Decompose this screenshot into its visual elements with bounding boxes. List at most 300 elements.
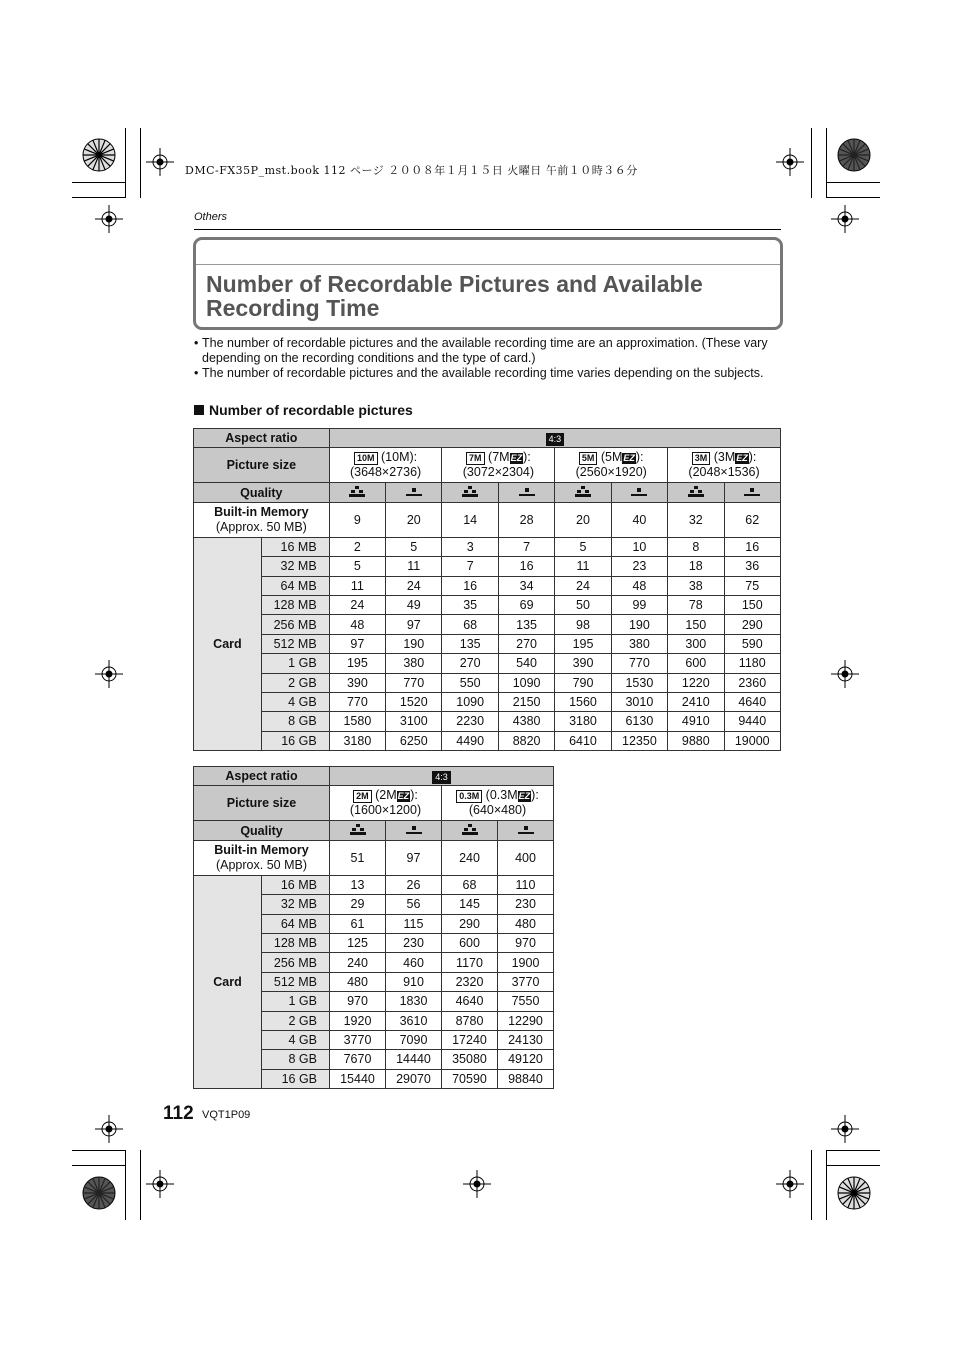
table-cell: 230 [386, 933, 442, 952]
table-cell: 115 [386, 914, 442, 933]
picture-size-resolution: (1600×1200) [349, 803, 422, 818]
table-cell: 2 [329, 537, 385, 556]
table-cell: 1180 [724, 654, 781, 673]
table-cell: 36 [724, 557, 781, 576]
table-cell: 7090 [386, 1030, 442, 1049]
table-cell: 97 [386, 615, 442, 634]
picture-size-label-text: (7M [484, 450, 510, 465]
picture-size-resolution: (3072×2304) [462, 465, 535, 480]
table-cell: 38 [668, 576, 724, 595]
table-cell: 1920 [330, 1011, 386, 1030]
table-cell: 195 [329, 654, 385, 673]
table-cell: 16 [724, 537, 781, 556]
table-cell: 270 [498, 634, 554, 653]
table-cell: 29070 [386, 1069, 442, 1088]
table-cell: 9440 [724, 712, 781, 731]
picture-size-icon: 7M [466, 452, 485, 465]
quality-cell [498, 483, 554, 502]
table-cell: 49120 [498, 1050, 554, 1069]
picture-size-name [442, 788, 553, 803]
table-cell: 590 [724, 634, 781, 653]
table-cell: 3770 [498, 972, 554, 991]
table-cell: 1530 [611, 673, 667, 692]
table-cell: 69 [498, 595, 554, 614]
table-cell: 190 [611, 615, 667, 634]
color-target-icon [837, 1176, 871, 1210]
picture-size-cell [668, 448, 781, 483]
table-cell: 35 [442, 595, 498, 614]
table-row [194, 557, 781, 576]
table-cell: 1520 [386, 692, 442, 711]
standard-quality-icon [518, 824, 534, 838]
registration-mark-icon [146, 148, 174, 176]
card-capacity: 32 MB [262, 895, 330, 914]
standard-quality-icon [744, 486, 760, 500]
table-cell: 5 [555, 537, 611, 556]
card-label: Card [194, 537, 262, 750]
card-capacity: 1 GB [261, 654, 329, 673]
picture-size-label: Picture size [194, 786, 330, 821]
table-cell: 550 [442, 673, 498, 692]
table-cell: 145 [442, 895, 498, 914]
table-cell: 49 [386, 595, 442, 614]
standard-quality-icon [631, 486, 647, 500]
registration-mark-icon [776, 148, 804, 176]
registration-mark-icon [95, 205, 123, 233]
registration-mark-icon [776, 1170, 804, 1198]
quality-cell [555, 483, 611, 502]
card-capacity: 128 MB [261, 595, 329, 614]
table-cell: 48 [329, 615, 385, 634]
table-cell: 8 [668, 537, 724, 556]
table-cell: 7670 [330, 1050, 386, 1069]
table-cell: 98840 [498, 1069, 554, 1088]
table-cell: 6250 [386, 731, 442, 750]
picture-size-row [194, 786, 554, 821]
table-cell: 1580 [329, 712, 385, 731]
table-cell: 150 [668, 615, 724, 634]
picture-size-cell [330, 786, 442, 821]
aspect-ratio-row [194, 767, 554, 786]
card-capacity: 2 GB [261, 673, 329, 692]
builtin-memory-title: Built-in Memory [214, 842, 309, 857]
card-capacity: 64 MB [261, 576, 329, 595]
table-cell: 29 [330, 895, 386, 914]
title-box-divider [196, 264, 780, 265]
picture-size-cell [329, 448, 442, 483]
table-cell: 11 [329, 576, 385, 595]
table-cell: 3180 [555, 712, 611, 731]
table-cell: 12350 [611, 731, 667, 750]
table-cell: 34 [498, 576, 554, 595]
table-row [194, 595, 781, 614]
card-capacity: 16 GB [262, 1069, 330, 1088]
fine-quality-icon [350, 824, 366, 838]
table-cell: 40 [611, 502, 667, 537]
table-cell: 240 [442, 840, 498, 875]
title-box [193, 237, 783, 330]
table-cell: 98 [555, 615, 611, 634]
table-cell: 78 [668, 595, 724, 614]
table-cell: 3100 [386, 712, 442, 731]
table-cell: 68 [442, 615, 498, 634]
note-text: The number of recordable pictures and the available recording time varies depending on the subjects. [202, 366, 764, 380]
quality-cell [442, 483, 498, 502]
table-cell: 2150 [498, 692, 554, 711]
aspect-ratio-label: Aspect ratio [194, 429, 330, 448]
table-cell: 600 [442, 933, 498, 952]
table-cell: 24 [555, 576, 611, 595]
table-cell: 790 [555, 673, 611, 692]
table-cell: 1090 [442, 692, 498, 711]
table-cell: 18 [668, 557, 724, 576]
fine-quality-icon [688, 486, 704, 500]
registration-mark-icon [146, 1170, 174, 1198]
builtin-memory-capacity: (Approx. 50 MB) [215, 519, 307, 534]
table-cell: 1170 [442, 953, 498, 972]
table-cell: 480 [330, 972, 386, 991]
picture-size-label-text: (5M [597, 450, 623, 465]
sub-heading [194, 402, 413, 418]
aspect-ratio-label: Aspect ratio [194, 767, 330, 786]
card-capacity: 512 MB [262, 972, 330, 991]
table-cell: 3770 [330, 1030, 386, 1049]
table-cell: 135 [442, 634, 498, 653]
table-cell: 1220 [668, 673, 724, 692]
quality-cell [724, 483, 781, 502]
table-cell: 6410 [555, 731, 611, 750]
card-capacity: 32 MB [261, 557, 329, 576]
table-cell: 68 [442, 875, 498, 894]
picture-size-label-text: (10M): [377, 450, 418, 465]
aspect-ratio-badge: 4:3 [546, 433, 565, 446]
table-cell: 390 [329, 673, 385, 692]
picture-size-colon: ): [748, 450, 757, 465]
picture-size-name [330, 450, 442, 465]
table-cell: 97 [329, 634, 385, 653]
table-cell: 270 [442, 654, 498, 673]
table-cell: 1830 [386, 992, 442, 1011]
table-cell: 125 [330, 933, 386, 952]
extended-zoom-icon: EZ [736, 452, 748, 463]
note-item: • The number of recordable pictures and the available recording time are an approximation. (These vary depending on the recording conditions and the type of card.) [194, 336, 784, 366]
table-cell: 20 [386, 502, 442, 537]
card-capacity: 2 GB [262, 1011, 330, 1030]
table-cell: 4380 [498, 712, 554, 731]
quality-cell [442, 821, 498, 840]
page-code: VQT1P09 [202, 1109, 251, 1121]
picture-size-resolution: (2560×1920) [575, 465, 647, 480]
table-cell: 97 [386, 840, 442, 875]
quality-cell [386, 483, 442, 502]
aspect-ratio-value [330, 767, 554, 786]
table-cell: 480 [498, 914, 554, 933]
picture-size-label: Picture size [194, 448, 330, 483]
quality-cell [498, 821, 554, 840]
table-cell: 190 [386, 634, 442, 653]
table-cell: 600 [668, 654, 724, 673]
table-cell: 14 [442, 502, 498, 537]
card-capacity: 1 GB [262, 992, 330, 1011]
builtin-memory-label [194, 840, 330, 875]
table-cell: 230 [498, 895, 554, 914]
picture-size-row [194, 448, 781, 483]
table-row [194, 692, 781, 711]
table-cell: 240 [330, 953, 386, 972]
table-cell: 99 [611, 595, 667, 614]
table-cell: 4640 [724, 692, 781, 711]
notes-list [194, 336, 784, 381]
builtin-memory-label [194, 502, 330, 537]
table-cell: 32 [668, 502, 724, 537]
fine-quality-icon [349, 486, 365, 500]
table-cell: 3010 [611, 692, 667, 711]
table-row [194, 712, 781, 731]
table-cell: 24130 [498, 1030, 554, 1049]
table-cell: 135 [498, 615, 554, 634]
table-cell: 4640 [442, 992, 498, 1011]
section-divider [194, 229, 781, 230]
page-title: Number of Recordable Pictures and Available Recording Time [206, 271, 703, 321]
print-header-line: DMC-FX35P_mst.book 112 ページ ２００８年１月１５日 火曜日 午前１０時３６分 [185, 164, 638, 177]
registration-mark-icon [95, 1115, 123, 1143]
picture-size-icon: 0.3M [456, 790, 482, 803]
table-cell: 11 [386, 557, 442, 576]
aspect-ratio-badge: 4:3 [432, 771, 451, 784]
table-cell: 23 [611, 557, 667, 576]
builtin-memory-title: Built-in Memory [214, 504, 309, 519]
fine-quality-icon [462, 824, 478, 838]
picture-size-resolution: (3648×2736) [349, 465, 422, 480]
picture-size-label-text: (2M [371, 788, 397, 803]
card-capacity: 64 MB [262, 914, 330, 933]
table-cell: 14440 [386, 1050, 442, 1069]
builtin-memory-capacity: (Approx. 50 MB) [215, 857, 307, 872]
registration-mark-icon [831, 205, 859, 233]
table-cell: 2410 [668, 692, 724, 711]
table-row [194, 673, 781, 692]
quality-cell [386, 821, 442, 840]
picture-size-label-text: (0.3M [482, 788, 518, 803]
table-cell: 10 [611, 537, 667, 556]
picture-size-name [668, 450, 780, 465]
table-cell: 6130 [611, 712, 667, 731]
table-cell: 16 [442, 576, 498, 595]
quality-row [194, 483, 781, 502]
card-capacity: 4 GB [262, 1030, 330, 1049]
aspect-ratio-value [329, 429, 780, 448]
table-row [194, 537, 781, 556]
picture-size-name [555, 450, 667, 465]
card-capacity: 256 MB [262, 953, 330, 972]
square-bullet-icon [194, 405, 204, 415]
picture-size-cell [555, 448, 668, 483]
table-cell: 2320 [442, 972, 498, 991]
card-capacity: 8 GB [261, 712, 329, 731]
table-cell: 3610 [386, 1011, 442, 1030]
fine-quality-icon [462, 486, 478, 500]
color-target-icon [82, 1176, 116, 1210]
picture-size-cell [442, 786, 554, 821]
table-cell: 17240 [442, 1030, 498, 1049]
table-cell: 20 [555, 502, 611, 537]
picture-size-colon: ): [531, 788, 539, 803]
picture-size-colon: ): [410, 788, 418, 803]
table-cell: 51 [330, 840, 386, 875]
table-cell: 400 [498, 840, 554, 875]
table-cell: 62 [724, 502, 781, 537]
table-cell: 770 [611, 654, 667, 673]
quality-cell [611, 483, 667, 502]
color-target-icon [82, 138, 116, 172]
table-cell: 5 [329, 557, 385, 576]
table-cell: 5 [386, 537, 442, 556]
page-number: 112 [163, 1103, 194, 1124]
table-cell: 70590 [442, 1069, 498, 1088]
table-cell: 8820 [498, 731, 554, 750]
table-cell: 61 [330, 914, 386, 933]
builtin-memory-row [194, 840, 554, 875]
section-label: Others [194, 211, 228, 223]
table-cell: 1560 [555, 692, 611, 711]
table-cell: 970 [498, 933, 554, 952]
registration-mark-icon [831, 660, 859, 688]
picture-size-colon: ): [635, 450, 644, 465]
table-cell: 150 [724, 595, 781, 614]
table-row [194, 875, 554, 894]
card-label: Card [194, 875, 262, 1088]
table-cell: 11 [555, 557, 611, 576]
table-cell: 8780 [442, 1011, 498, 1030]
table-cell: 16 [498, 557, 554, 576]
picture-size-name [330, 788, 441, 803]
quality-label: Quality [194, 483, 330, 502]
table-cell: 7 [498, 537, 554, 556]
table-cell: 3 [442, 537, 498, 556]
card-capacity: 16 MB [261, 537, 329, 556]
standard-quality-icon [406, 486, 422, 500]
table-row [194, 654, 781, 673]
recordable-pictures-table-2 [193, 766, 554, 1089]
card-capacity: 256 MB [261, 615, 329, 634]
table-cell: 380 [386, 654, 442, 673]
picture-size-icon: 10M [354, 452, 378, 465]
recordable-pictures-table-1 [193, 428, 781, 751]
table-cell: 910 [386, 972, 442, 991]
table-cell: 1090 [498, 673, 554, 692]
card-capacity: 512 MB [261, 634, 329, 653]
quality-label: Quality [194, 821, 330, 840]
table-cell: 7550 [498, 992, 554, 1011]
table-cell: 770 [329, 692, 385, 711]
card-capacity: 128 MB [262, 933, 330, 952]
table-cell: 9880 [668, 731, 724, 750]
picture-size-label-text: (3M [710, 450, 736, 465]
table-cell: 390 [555, 654, 611, 673]
table-cell: 35080 [442, 1050, 498, 1069]
table-cell: 56 [386, 895, 442, 914]
standard-quality-icon [406, 824, 422, 838]
picture-size-cell [442, 448, 555, 483]
table-cell: 290 [724, 615, 781, 634]
table-cell: 770 [386, 673, 442, 692]
table-cell: 2230 [442, 712, 498, 731]
table-cell: 28 [498, 502, 554, 537]
table-cell: 4910 [668, 712, 724, 731]
picture-size-icon: 5M [579, 452, 598, 465]
card-capacity: 16 GB [261, 731, 329, 750]
table-cell: 13 [330, 875, 386, 894]
table-cell: 300 [668, 634, 724, 653]
table-cell: 540 [498, 654, 554, 673]
note-text: The number of recordable pictures and the available recording time are an approximation. (These vary depending on the recording conditions and the type of card.) [202, 336, 768, 365]
table-row [194, 731, 781, 750]
quality-cell [329, 483, 385, 502]
color-target-icon [837, 138, 871, 172]
table-cell: 50 [555, 595, 611, 614]
picture-size-resolution: (2048×1536) [688, 465, 760, 480]
aspect-ratio-row [194, 429, 781, 448]
note-item: • The number of recordable pictures and the available recording time varies depending on the subjects. [194, 366, 764, 380]
quality-cell [668, 483, 724, 502]
card-capacity: 4 GB [261, 692, 329, 711]
extended-zoom-icon: EZ [510, 452, 523, 463]
picture-size-name [442, 450, 554, 465]
registration-mark-icon [463, 1170, 491, 1198]
card-capacity: 16 MB [262, 875, 330, 894]
table-cell: 195 [555, 634, 611, 653]
registration-mark-icon [95, 660, 123, 688]
table-cell: 24 [386, 576, 442, 595]
standard-quality-icon [519, 486, 535, 500]
table-cell: 9 [329, 502, 385, 537]
table-cell: 7 [442, 557, 498, 576]
sub-heading-text: Number of recordable pictures [209, 402, 413, 418]
table-cell: 48 [611, 576, 667, 595]
table-cell: 26 [386, 875, 442, 894]
picture-size-icon: 2M [353, 790, 372, 803]
table-cell: 110 [498, 875, 554, 894]
picture-size-resolution: (640×480) [468, 803, 527, 818]
extended-zoom-icon: EZ [397, 790, 410, 801]
table-cell: 1900 [498, 953, 554, 972]
table-cell: 3180 [329, 731, 385, 750]
picture-size-colon: ): [523, 450, 531, 465]
extended-zoom-icon: EZ [518, 790, 531, 801]
table-cell: 970 [330, 992, 386, 1011]
table-cell: 15440 [330, 1069, 386, 1088]
table-cell: 4490 [442, 731, 498, 750]
builtin-memory-row [194, 502, 781, 537]
table-row [194, 576, 781, 595]
registration-mark-icon [831, 1115, 859, 1143]
picture-size-icon: 3M [692, 452, 711, 465]
quality-cell [330, 821, 386, 840]
table-row [194, 615, 781, 634]
fine-quality-icon [575, 486, 591, 500]
extended-zoom-icon: EZ [623, 452, 635, 463]
table-cell: 290 [442, 914, 498, 933]
table-cell: 2360 [724, 673, 781, 692]
table-row [194, 634, 781, 653]
table-cell: 24 [329, 595, 385, 614]
card-capacity: 8 GB [262, 1050, 330, 1069]
quality-row [194, 821, 554, 840]
table-cell: 380 [611, 634, 667, 653]
table-cell: 460 [386, 953, 442, 972]
table-cell: 75 [724, 576, 781, 595]
table-cell: 19000 [724, 731, 781, 750]
